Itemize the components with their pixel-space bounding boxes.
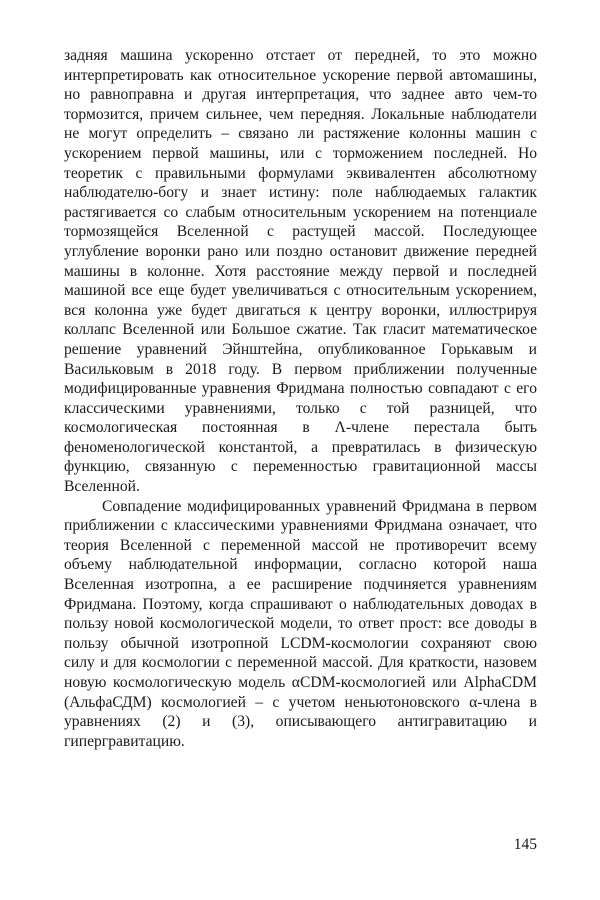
paragraph-2: Совпадение модифицированных уравнений Фридмана в первом приближении с классическими уравнениями Фридмана означает, что теория Вселенной с переменной массой не противоречит всему объему наблюдательной информации, согласно которой наша Вселенная изотропна, а ее расширение подчиняется уравнениям Фридмана. Поэтому, когда спрашивают о наблюдательных доводах в пользу новой космологической модели, то ответ прост: все доводы в пользу обычной изотропной LCDM-космологии сохраняют свою силу и для космологии с переменной массой. Для краткости, назовем новую космологическую модель αCDM-космологией или AlphaCDM (АльфаСДМ) космологией – с учетом неньютоновского α-члена в уравнениях (2) и (3), описывающего антигравитацию и гипергравитацию. bbox=[64, 497, 537, 750]
page-number: 145 bbox=[513, 836, 537, 853]
text-block bbox=[64, 46, 537, 751]
paragraph-1: задняя машина ускоренно отстает от передней, то это можно интерпретировать как относительное ускорение первой автомашины, но равноправна и другая интерпретация, что заднее авто чем-то тормозится, причем сильнее, чем передняя. Локальные наблюдатели не могут определить – связано ли растяжение колонны машин с ускорением первой машины, или с торможением последней. Но теоретик с правильными формулами эквивалентен абсолютному наблюдателю-богу и знает истину: поле наблюдаемых галактик растягивается со слабым относительным ускорением на потенциале тормозящейся Вселенной с растущей массой. Последующее углубление воронки рано или поздно остановит движение передней машины в колонне. Хотя расстояние между первой и последней машиной все еще будет увеличиваться с относительным ускорением, вся колонна уже будет двигаться к центру воронки, иллюстрируя коллапс Вселенной или Большое сжатие. Так гласит математическое решение уравнений Эйнштейна, опубликованное Горькавым и Васильковым в 2018 году. В первом приближении полученные модифицированные уравнения Фридмана полностью совпадают с его классическими уравнениями, только с той разницей, что космологическая постоянная в Λ-члене перестала быть феноменологической константой, а превратилась в физическую функцию, связанную с переменностью гравитационной массы Вселенной. bbox=[64, 47, 537, 496]
